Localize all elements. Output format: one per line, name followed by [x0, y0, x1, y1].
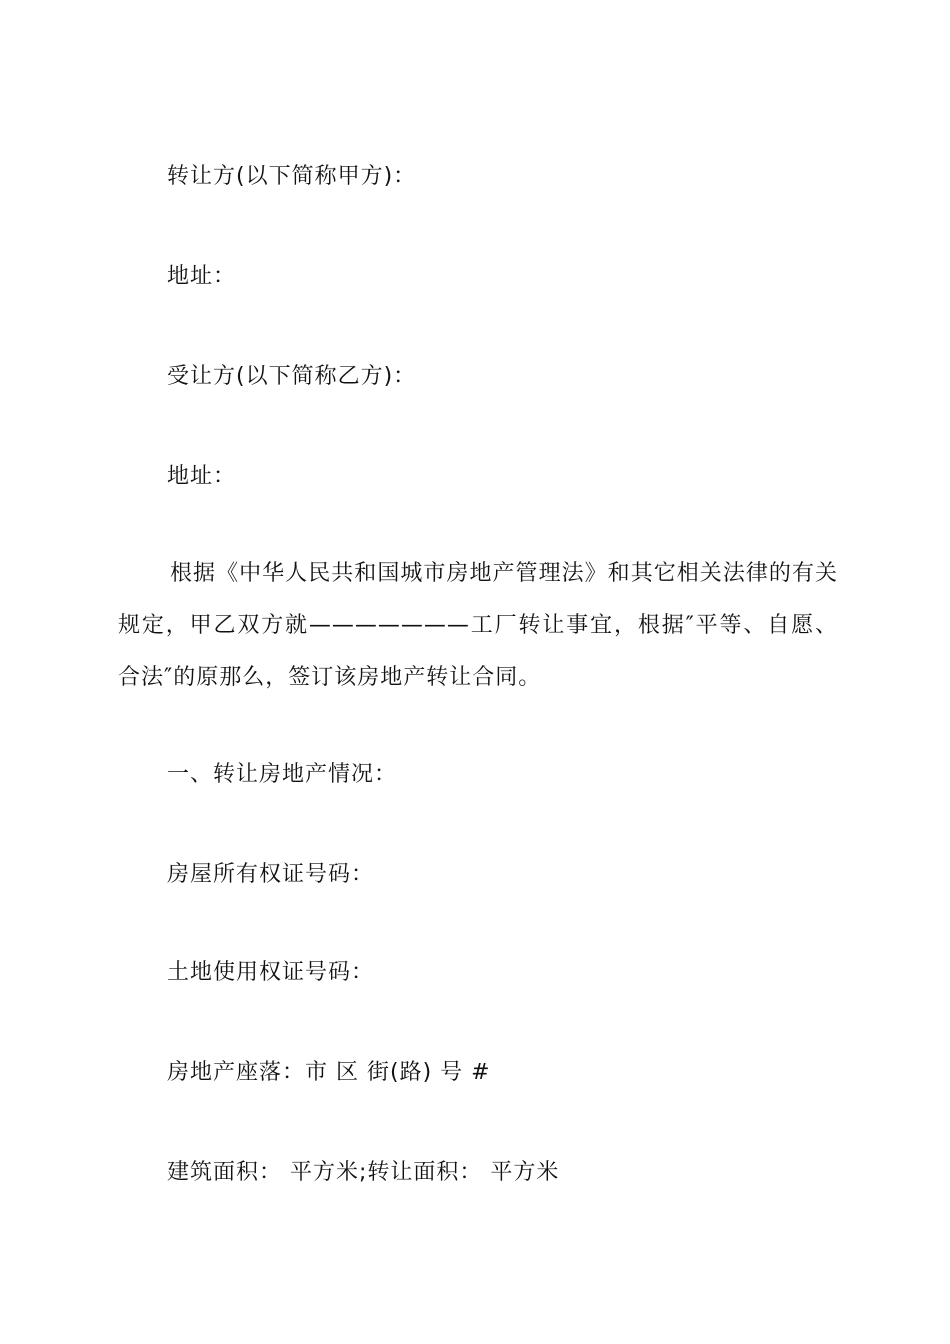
area-line: 建筑面积： 平方米;转让面积： 平方米 [167, 1160, 560, 1185]
transferor-line: 转让方(以下简称甲方)： [167, 164, 417, 189]
transferor-address-line: 地址： [167, 264, 237, 289]
preamble-paragraph: 根据《中华人民共和国城市房地产管理法》和其它相关法律的有关规定，甲乙双方就———————工厂转让事宜，根据″平等、自愿、合法″的原那么，签订该房地产转让合同。 [118, 561, 838, 690]
section-1-title: 一、转让房地产情况： [167, 762, 398, 787]
land-certificate-line: 土地使用权证号码： [167, 960, 375, 985]
transferee-address-line: 地址： [167, 464, 237, 489]
location-line: 房地产座落：市 区 街(路) 号 # [167, 1060, 491, 1085]
house-certificate-line: 房屋所有权证号码： [167, 862, 375, 887]
transferee-line: 受让方(以下简称乙方)： [167, 364, 417, 389]
